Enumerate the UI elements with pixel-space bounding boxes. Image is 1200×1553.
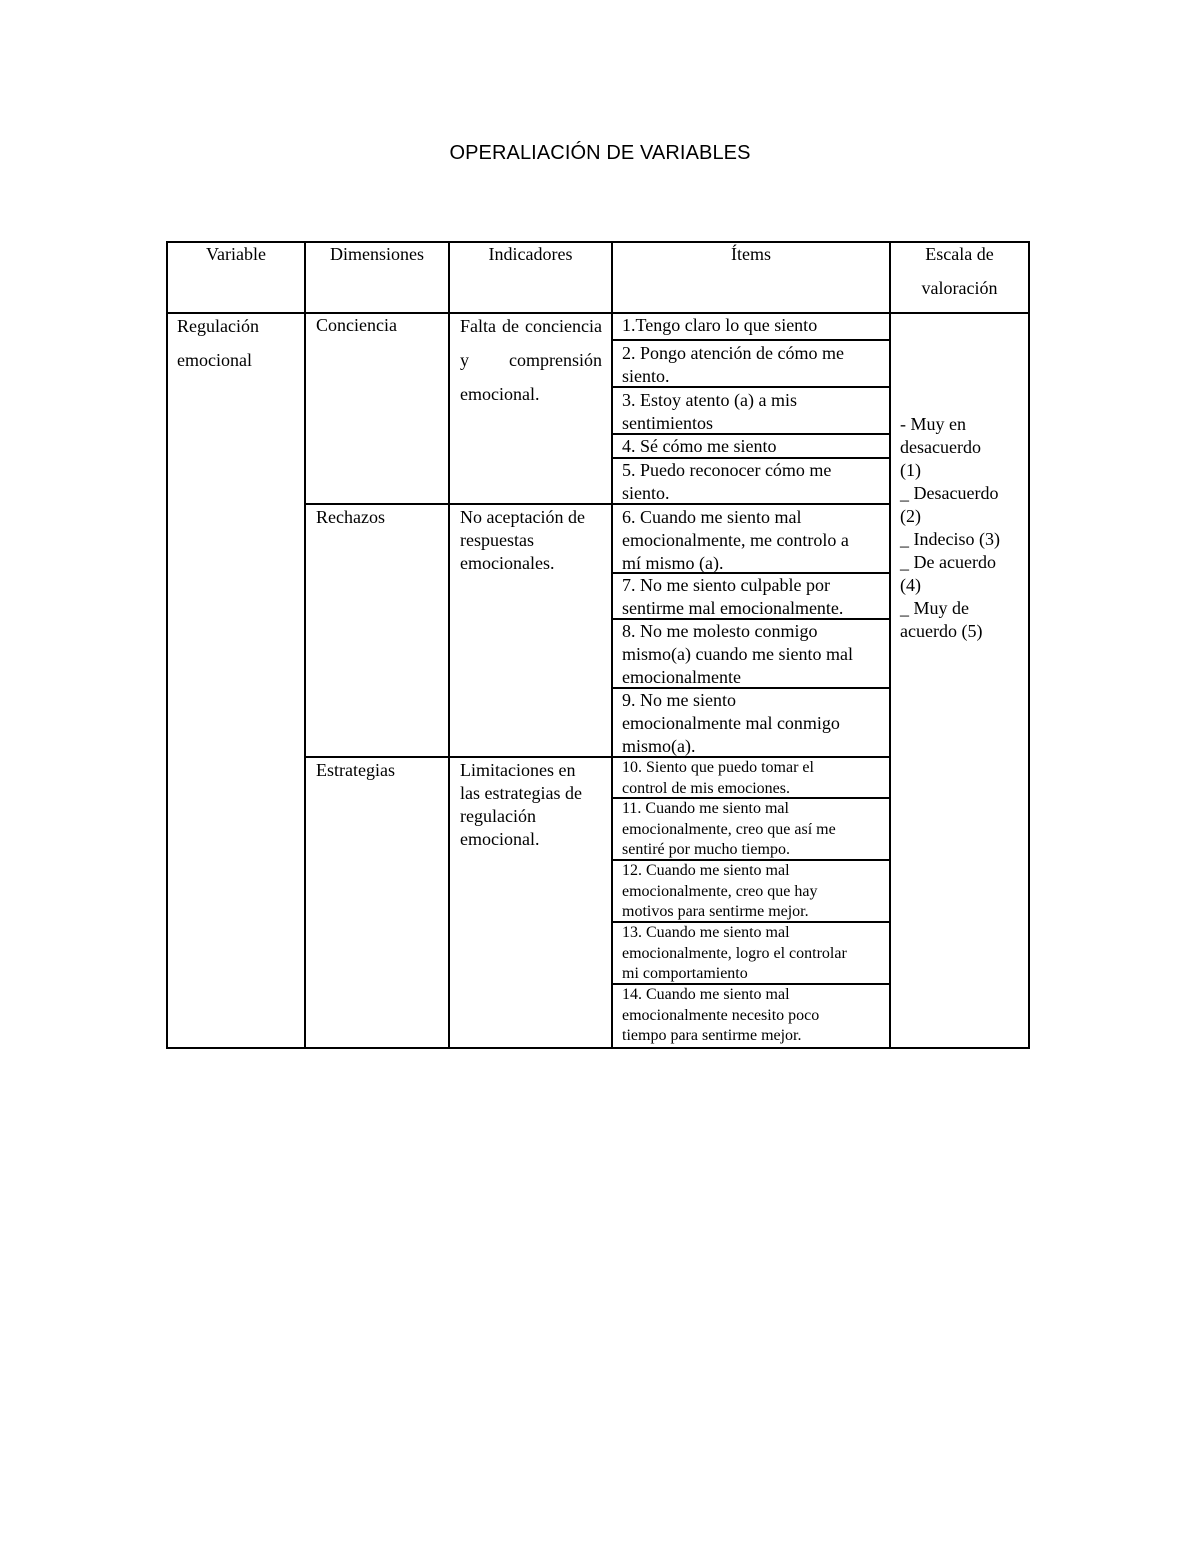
- item-6: 6. Cuando me siento mal emocionalmente, me controlo a mí mismo (a).: [622, 507, 849, 573]
- header-escala: Escala de valoración: [921, 244, 998, 298]
- header-items: Ítems: [731, 244, 771, 264]
- variable-name: Regulación emocional: [177, 316, 259, 370]
- item-12: 12. Cuando me siento mal emocionalmente, creo que hay motivos para sentirme mejor.: [622, 862, 818, 920]
- item-9: 9. No me siento emocionalmente mal conmigo mismo(a).: [622, 690, 840, 756]
- indicator-estrategias: Limitaciones en las estrategias de regulación emocional.: [460, 760, 582, 849]
- indicator-rechazos: No aceptación de respuestas emocionales.: [460, 507, 585, 573]
- rating-scale: - Muy en desacuerdo (1) _ Desacuerdo (2) _ Indeciso (3) _ De acuerdo (4) _ Muy de acuerdo (5): [900, 414, 1000, 641]
- variables-table: [166, 241, 1030, 1049]
- item-10: 10. Siento que puedo tomar el control de mis emociones.: [622, 759, 814, 797]
- header-dimensiones: Dimensiones: [330, 244, 424, 264]
- item-3: 3. Estoy atento (a) a mis sentimientos: [622, 390, 797, 433]
- dimension-rechazos: Rechazos: [316, 507, 385, 527]
- item-1: 1.Tengo claro lo que siento: [622, 315, 818, 335]
- item-14: 14. Cuando me siento mal emocionalmente necesito poco tiempo para sentirme mejor.: [622, 986, 820, 1044]
- indicator-conciencia: Falta de conciencia y comprensión emocional.: [460, 316, 602, 404]
- document-title: OPERALIACIÓN DE VARIABLES: [449, 142, 751, 164]
- header-indicadores: Indicadores: [488, 244, 573, 264]
- item-5: 5. Puedo reconocer cómo me siento.: [622, 460, 832, 503]
- item-2: 2. Pongo atención de cómo me siento.: [622, 343, 844, 386]
- item-11: 11. Cuando me siento mal emocionalmente, creo que así me sentiré por mucho tiempo.: [622, 800, 836, 858]
- item-7: 7. No me siento culpable por sentirme mal emocionalmente.: [622, 575, 844, 618]
- item-8: 8. No me molesto conmigo mismo(a) cuando me siento mal emocionalmente: [622, 621, 853, 687]
- item-4: 4. Sé cómo me siento: [622, 436, 777, 456]
- header-variable: Variable: [206, 244, 266, 264]
- item-13: 13. Cuando me siento mal emocionalmente, logro el controlar mi comportamiento: [622, 924, 847, 982]
- dimension-estrategias: Estrategias: [316, 760, 395, 780]
- dimension-conciencia: Conciencia: [316, 315, 397, 335]
